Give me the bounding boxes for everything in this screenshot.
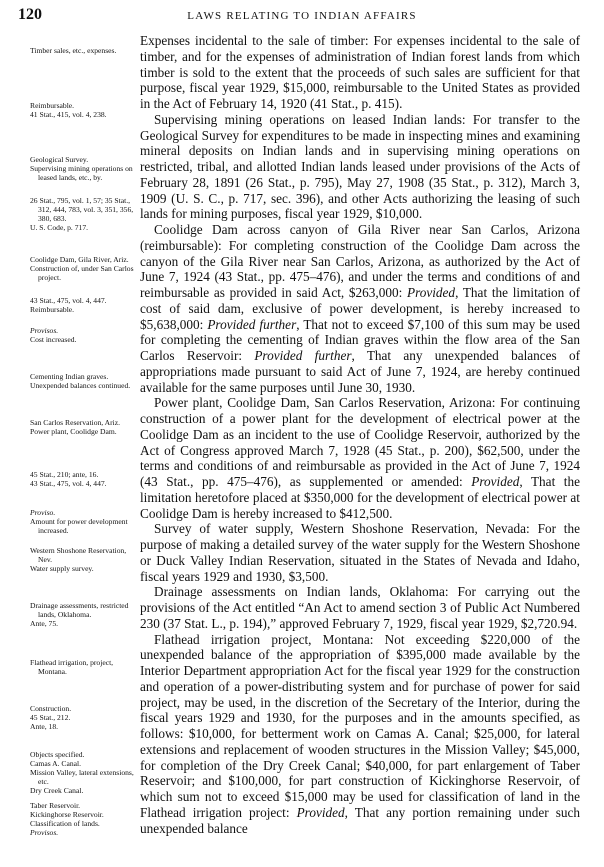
margin-note	[30, 326, 136, 344]
text-run: , That not to exceed $7,100 of this sum may be used for completing the cementing of Indian graves within the flow area of the San Carlos Reservoir:	[140, 316, 581, 363]
margin-note-line: Coolidge Dam, Gila River, Ariz.	[30, 255, 129, 264]
paragraph	[140, 112, 580, 222]
text-run: Drainage assessments on Indian lands, Oklahoma: For carrying out the provisions of the Act entitled “An Act to amend section 3 of Public Act Numbered 230 (37 Stat. L., p. 194),” approved February 7, 1929, fiscal year 1929, $2,720.94.	[140, 584, 580, 631]
margin-note	[30, 750, 136, 795]
margin-note	[30, 418, 136, 436]
margin-note	[30, 372, 136, 390]
margin-note-line: Objects specified.	[30, 750, 85, 759]
margin-note-line: Ante, 18.	[30, 722, 59, 731]
page-header	[12, 6, 592, 28]
margin-note-line: 45 Stat., 212.	[30, 713, 71, 722]
margin-note	[30, 546, 136, 573]
margin-note	[30, 196, 136, 232]
margin-note-line: Power plant, Coolidge Dam.	[30, 427, 117, 436]
body-text	[140, 33, 580, 836]
text-run: , That the limitation of cost of said dam, exclusive of power development, is hereby increased to $5,638,000:	[140, 285, 580, 332]
text-run: , That any portion remaining under such unexpended balance	[140, 804, 580, 836]
margin-note-line: 45 Stat., 210; ante, 16.	[30, 470, 99, 479]
margin-note-line: Flathead irrigation, project, Montana.	[30, 658, 114, 676]
text-run: Flathead irrigation project, Montana: Not exceeding $220,000 of the unexpended balance of the appropriation of $395,000 made available by the Interior Department appropriation Act for the fiscal year 1929 for the construction and operation of a power-distributing system and for purchase of power for said project, may be used, in the discretion of the Secretary of the Interior, during the fiscal years 1929 and 1930, for the purposes and in the amounts specified, as follows: $10,000, for betterment work on Camas A. Canal; $25,000, for lateral extensions and replacement of wooden structures in the Mission Valley; $45,000, for completion of the Dry Creek Canal; $40,000, for part enlargement of Taber Reservoir; and $100,000, for part construction of Kickinghorse Reservoir, of which sum not to exceed $15,000 may be used for classification of land in the Flathead irrigation project:	[140, 631, 580, 820]
margin-note-line: Amount for power development increased.	[30, 517, 128, 535]
margin-note	[30, 704, 136, 731]
italic-text: Provided further	[207, 316, 297, 332]
margin-note-line: Supervising mining operations on leased lands, etc., by.	[30, 164, 133, 182]
margin-note-line: Classification of lands.	[30, 819, 100, 828]
margin-note-line: Kickinghorse Reservoir.	[30, 810, 104, 819]
margin-note	[30, 101, 136, 119]
running-title: LAWS RELATING TO INDIAN AFFAIRS	[187, 10, 417, 22]
italic-text: Provided	[406, 285, 456, 300]
paragraph	[140, 222, 580, 395]
margin-note-line: Ante, 75.	[30, 619, 59, 628]
margin-note-line: Unexpended balances continued.	[30, 381, 131, 390]
margin-note-line: 26 Stat., 795, vol. 1, 57; 35 Stat., 312, 444, 783, vol. 3, 351, 356, 380, 683.	[30, 196, 134, 223]
margin-note	[30, 658, 136, 676]
margin-note-line: Construction of, under San Carlos project.	[30, 264, 134, 282]
text-run: Power plant, Coolidge Dam, San Carlos Reservation, Arizona: For continuing construction of a power plant for the development of electrical power at the Coolidge Dam as an incident to the use of Coolidge Reservoir, authorized by the Act of Congress approved March 7, 1928 (45 Stat., p. 200), $62,500, under the terms and conditions of and reimbursable as provided in the Act of June 7, 1924 (43 Stat., pp. 475–476), as supplemented or amended:	[140, 395, 580, 489]
margin-note	[30, 470, 136, 488]
margin-note-line: Drainage assessments, restricted lands, Oklahoma.	[30, 601, 129, 619]
text-run: Supervising mining operations on leased Indian lands: For transfer to the Geological Survey for expenditures to be made in inspecting mines and examining mineral deposits on Indian lands and in supervising mining operations on restricted, tribal, and allotted Indian lands leased under provisions of the Acts of February 28, 1891 (26 Stat., p. 795), May 27, 1908 (35 Stat., p. 312), March 3, 1909 (U. S. C., p. 717, sec. 396), and other Acts authorizing the leasing of such lands for mining purposes, fiscal year 1929, $10,000.	[140, 111, 580, 222]
margin-note-line: 43 Stat., 475, vol. 4, 447.	[30, 479, 107, 488]
margin-note-line: U. S. Code, p. 717.	[30, 223, 89, 232]
text-run: Coolidge Dam across canyon of Gila River near San Carlos, Arizona (reimbursable): For completing construction of the Coolidge Dam across the canyon of the Gila River near San Carlos, Arizona, as authorized by the Act of June 7, 1924 (43 Stat., pp. 475–476), and under the terms and conditions of and reimbursable as provided in said Act, $263,000:	[140, 222, 580, 300]
margin-note-line: Proviso.	[30, 508, 56, 517]
margin-note-line: Reimbursable.	[30, 101, 75, 110]
text-run: Survey of water supply, Western Shoshone Reservation, Nevada: For the purpose of making a detailed survey of the water supply for the Western Shoshone or Duck Valley Indian Reservation, situated in the States of Nevada and Idaho, fiscal years 1929 and 1930, $3,500.	[140, 521, 580, 584]
margin-note-line: Provisos.	[30, 828, 59, 837]
margin-note	[30, 46, 136, 55]
page-number: 120	[18, 6, 42, 23]
margin-note-line: 41 Stat., 415, vol. 4, 238.	[30, 110, 107, 119]
margin-note-line: Provisos.	[30, 326, 59, 335]
paragraph	[140, 395, 580, 521]
paragraph	[140, 584, 580, 631]
margin-note-line: Dry Creek Canal.	[30, 786, 84, 795]
margin-note-line: Timber sales, etc., expenses.	[30, 46, 117, 55]
margin-note-line: San Carlos Reservation, Ariz.	[30, 418, 121, 427]
margin-note-line: Western Shoshone Reservation, Nev.	[30, 546, 127, 564]
margin-note-line: Mission Valley, lateral extensions, etc.	[30, 768, 134, 786]
text-run: , That the limitation heretofore placed at $350,000 for the development of electrical power at Coolidge Dam is hereby increased to $412,500.	[140, 474, 580, 521]
margin-note-line: Cost increased.	[30, 335, 77, 344]
margin-note-line: Water supply survey.	[30, 564, 94, 573]
paragraph	[140, 521, 580, 584]
italic-text: Provided	[296, 804, 345, 820]
margin-note	[30, 508, 136, 535]
italic-text: Provided further	[254, 348, 352, 363]
margin-note	[30, 601, 136, 628]
margin-note	[30, 155, 136, 182]
italic-text: Provided	[471, 474, 520, 489]
margin-note-line: Reimbursable.	[30, 305, 75, 314]
margin-note-line: Cementing Indian graves.	[30, 372, 109, 381]
text-run: Expenses incidental to the sale of timber: For expenses incidental to the sale of timber, and for the expenses of administration of Indian forest lands from which timber is sold to the extent that the proceeds of such sales are sufficient for that purpose, fiscal year 1929, $15,000, reimbursable to the United States as provided in the Act of February 14, 1920 (41 Stat., p. 415).	[140, 33, 580, 111]
paragraph	[140, 33, 580, 112]
margin-note-line: 43 Stat., 475, vol. 4, 447.	[30, 296, 107, 305]
margin-note-line: Camas A. Canal.	[30, 759, 82, 768]
margin-note-line: Construction.	[30, 704, 72, 713]
margin-note	[30, 296, 136, 314]
margin-note-line: Taber Reservoir.	[30, 801, 81, 810]
margin-note	[30, 255, 136, 282]
paragraph	[140, 632, 580, 837]
margin-note-line: Geological Survey.	[30, 155, 89, 164]
text-run: , That any unexpended balances of appropriations made pursuant to said Act of June 7, 1924, are hereby continued available for the same purposes until June 30, 1930.	[140, 348, 580, 395]
margin-note	[30, 801, 136, 837]
